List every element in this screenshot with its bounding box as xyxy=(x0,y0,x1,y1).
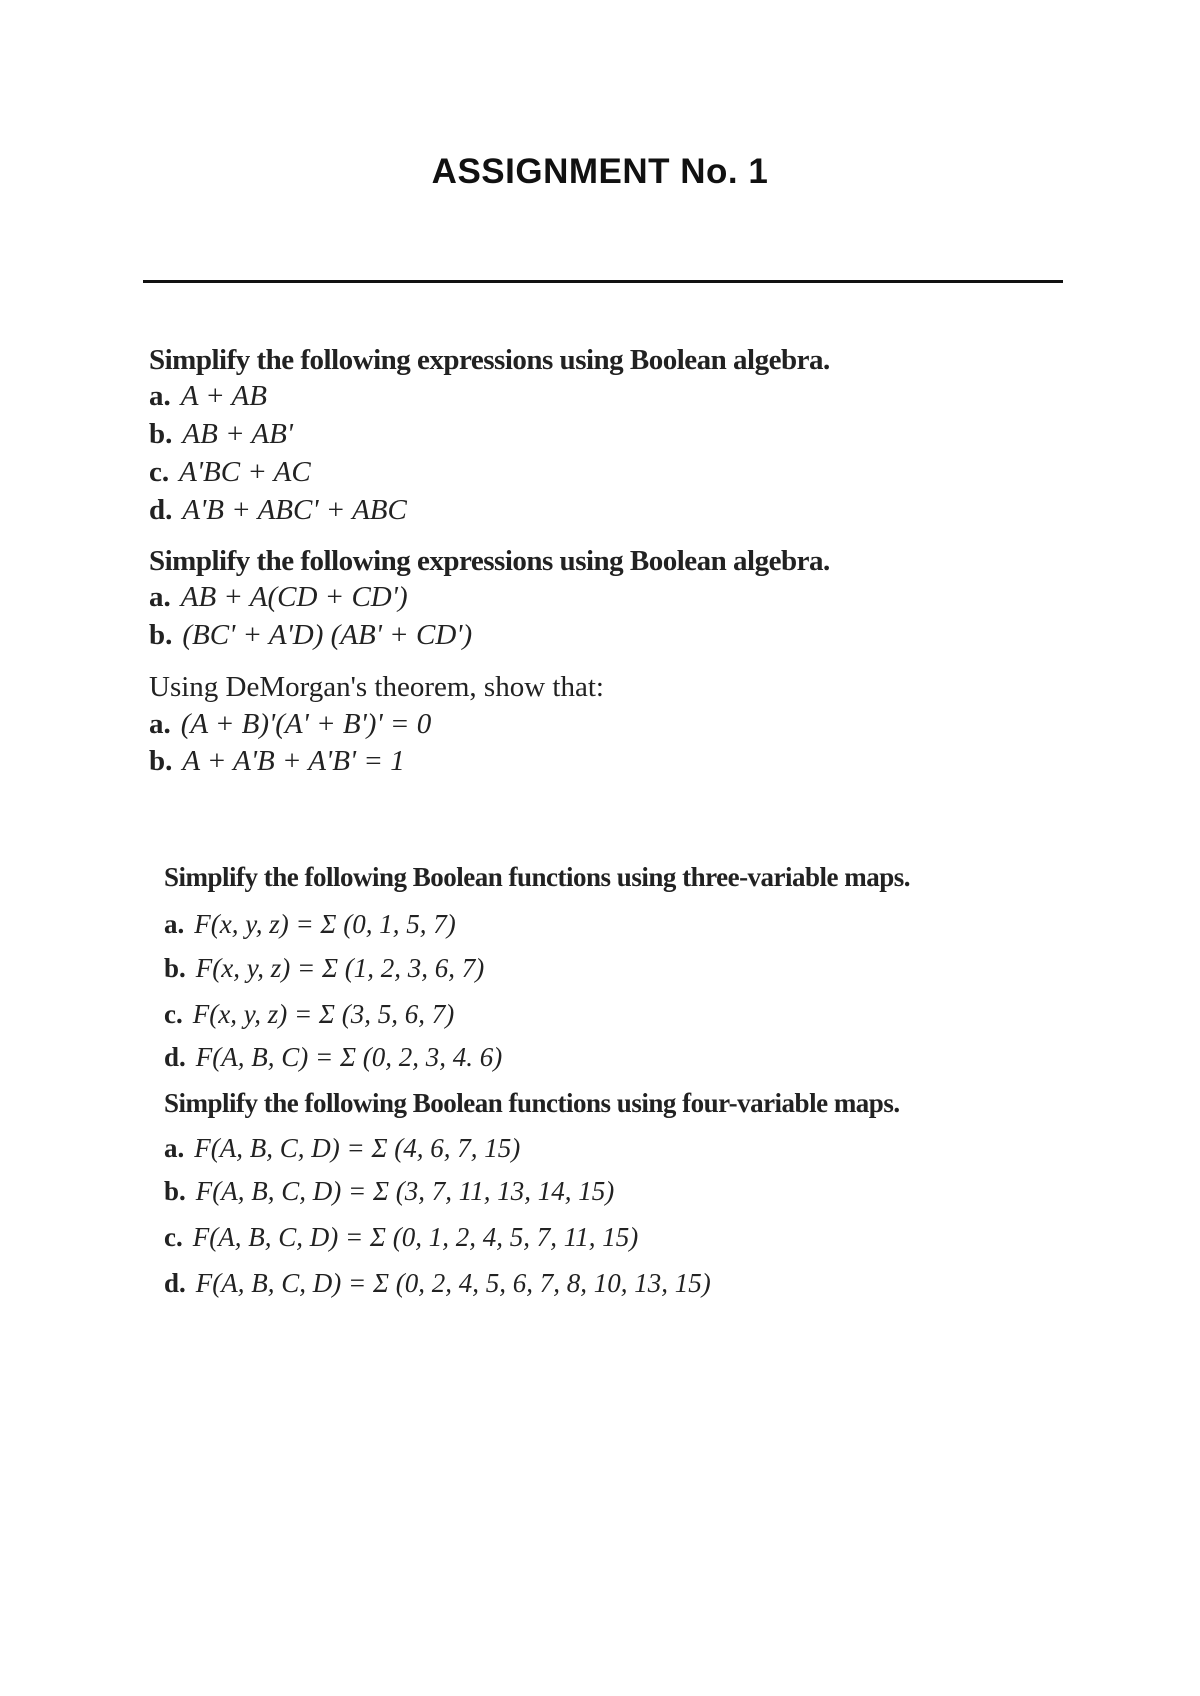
title-divider xyxy=(143,280,1063,283)
section-heading: Simplify the following expressions using Boolean algebra. xyxy=(149,545,830,577)
item-label: b. xyxy=(149,619,173,651)
item-expression: A'BC + AC xyxy=(179,456,311,488)
section-heading: Simplify the following Boolean functions using three-variable maps. xyxy=(164,862,911,892)
item-expression: F(A, B, C, D) = Σ (0, 2, 4, 5, 6, 7, 8, 10, 13, 15) xyxy=(195,1268,711,1298)
item-label: a. xyxy=(164,909,185,939)
list-item xyxy=(164,906,456,942)
item-expression: F(A, B, C, D) = Σ (3, 7, 11, 13, 14, 15) xyxy=(195,1176,615,1206)
item-expression: F(x, y, z) = Σ (1, 2, 3, 6, 7) xyxy=(195,953,485,983)
list-item xyxy=(149,579,408,615)
list-item xyxy=(164,1265,711,1301)
item-label: c. xyxy=(164,1222,183,1252)
item-expression: A'B + ABC' + ABC xyxy=(182,494,407,526)
item-label: d. xyxy=(149,494,173,526)
item-expression: F(A, B, C, D) = Σ (0, 1, 2, 4, 5, 7, 11, 15) xyxy=(192,1222,639,1252)
item-expression: F(x, y, z) = Σ (0, 1, 5, 7) xyxy=(194,909,456,939)
list-item xyxy=(149,706,431,742)
item-expression: AB + A(CD + CD') xyxy=(180,581,408,613)
item-label: a. xyxy=(149,708,171,740)
section-heading: Using DeMorgan's theorem, show that: xyxy=(149,671,604,703)
item-label: a. xyxy=(149,380,171,412)
section-heading: Simplify the following Boolean functions using four-variable maps. xyxy=(164,1088,900,1118)
item-label: b. xyxy=(149,745,173,777)
list-item xyxy=(164,950,484,986)
list-item xyxy=(149,743,405,779)
item-label: c. xyxy=(164,999,183,1029)
item-expression: (BC' + A'D) (AB' + CD') xyxy=(182,619,473,651)
item-label: b. xyxy=(164,1176,186,1206)
item-expression: F(x, y, z) = Σ (3, 5, 6, 7) xyxy=(192,999,455,1029)
item-expression: F(A, B, C) = Σ (0, 2, 3, 4. 6) xyxy=(195,1042,503,1072)
item-expression: AB + AB' xyxy=(182,418,293,450)
item-expression: F(A, B, C, D) = Σ (4, 6, 7, 15) xyxy=(194,1133,521,1163)
list-item xyxy=(149,378,267,414)
item-label: b. xyxy=(149,418,173,450)
item-expression: A + AB xyxy=(180,380,267,412)
list-item xyxy=(164,1173,614,1209)
item-expression: A + A'B + A'B' = 1 xyxy=(182,745,405,777)
item-label: a. xyxy=(149,581,171,613)
list-item xyxy=(149,492,407,528)
item-label: d. xyxy=(164,1268,186,1298)
page-title: ASSIGNMENT No. 1 xyxy=(431,152,769,191)
item-label: d. xyxy=(164,1042,186,1072)
item-label: b. xyxy=(164,953,186,983)
list-item xyxy=(164,1219,638,1255)
list-item xyxy=(149,454,311,490)
list-item xyxy=(149,617,472,653)
item-label: a. xyxy=(164,1133,185,1163)
list-item xyxy=(164,1130,520,1166)
list-item xyxy=(164,1039,502,1075)
list-item xyxy=(149,416,293,452)
item-label: c. xyxy=(149,456,170,488)
item-expression: (A + B)'(A' + B')' = 0 xyxy=(180,708,432,740)
list-item xyxy=(164,996,454,1032)
section-heading: Simplify the following expressions using Boolean algebra. xyxy=(149,344,830,376)
